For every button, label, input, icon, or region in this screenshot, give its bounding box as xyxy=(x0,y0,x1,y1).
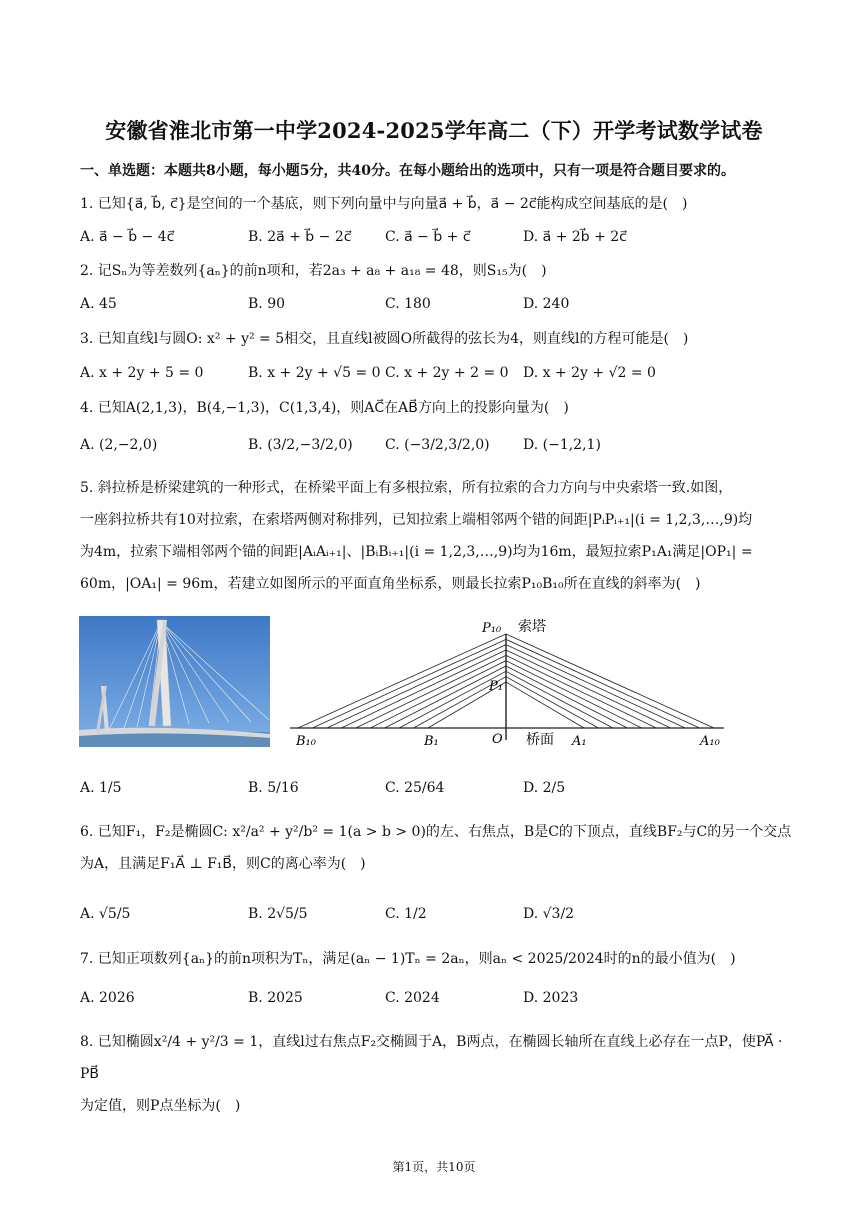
cable xyxy=(506,677,598,728)
question-6-stem xyxy=(80,816,800,880)
option-a: A. a⃗ − b⃗ − 4c⃗ xyxy=(80,229,175,245)
option-d: D. a⃗ + 2b⃗ + 2c⃗ xyxy=(523,229,627,245)
stem-line: 为定值，则P点坐标为( ) xyxy=(80,1098,241,1114)
question-7-options xyxy=(80,990,800,1012)
question-8-stem xyxy=(80,1026,800,1122)
option-b: B. x + 2y + √5 = 0 xyxy=(248,365,381,381)
label-p1: P₁ xyxy=(489,679,503,694)
stem-line: 为4m，拉索下端相邻两个锚的间距|AᵢAᵢ₊₁|、|BᵢBᵢ₊₁|(i = 1,2,3,…,9)均为16m，最短拉索P₁A₁满足|OP₁| = xyxy=(80,544,753,560)
question-1-stem: 1. 已知{a⃗, b⃗, c⃗}是空间的一个基底，则下列向量中与向量a⃗ + b⃗，a⃗ − 2c⃗能构成空间基底的是( ) xyxy=(80,196,688,212)
option-b: B. 2√5/5 xyxy=(248,906,308,922)
question-2-stem: 2. 记Sₙ为等差数列{aₙ}的前n项和，若2a₃ + a₈ + a₁₈ = 48，则S₁₅为( ) xyxy=(80,263,547,279)
cable xyxy=(506,682,584,728)
section-heading: 一、单选题：本题共8小题，每小题5分，共40分。在每小题给出的选项中，只有一项是符合题目要求的。 xyxy=(80,163,735,179)
question-4-stem: 4. 已知A(2,1,3)，B(4,−1,3)，C(1,3,4)，则AC⃗在AB⃗方向上的投影向量为( ) xyxy=(80,400,569,416)
cable xyxy=(327,645,506,728)
question-3-options xyxy=(80,365,800,387)
stem-line: 为A，且满足F₁A⃗ ⊥ F₁B⃗，则C的离心率为( ) xyxy=(80,856,366,872)
question-6-options xyxy=(80,906,800,928)
option-c: C. (−3/2,3/2,0) xyxy=(385,437,490,453)
option-d: D. 2023 xyxy=(523,990,579,1006)
question-4-options xyxy=(80,437,800,459)
option-c: C. 2024 xyxy=(385,990,440,1006)
cable xyxy=(341,650,506,728)
stem-line: 一座斜拉桥共有10对拉索，在索塔两侧对称排列，已知拉索上端相邻两个错的间距|PᵢPᵢ₊₁|(i = 1,2,3,…,9)均 xyxy=(80,512,753,528)
option-b: B. 90 xyxy=(248,296,286,312)
question-5-stem xyxy=(80,472,800,600)
question-2-options xyxy=(80,296,800,318)
question-1-options xyxy=(80,229,800,251)
option-c: C. 180 xyxy=(385,296,431,312)
stem-line: 8. 已知椭圆x²/4 + y²/3 = 1，直线l过右焦点F₂交椭圆于A，B两点，在椭圆长轴所在直线上必存在一点P，使PA⃗ · PB⃗ xyxy=(80,1034,783,1082)
option-a: A. 45 xyxy=(80,296,117,312)
cable xyxy=(506,650,671,728)
stem-line: 60m，|OA₁| = 96m，若建立如图所示的平面直角坐标系，则最长拉索P₁₀B₁₀所在直线的斜率为( ) xyxy=(80,576,701,592)
option-d: D. 2/5 xyxy=(523,780,566,796)
option-a: A. 2026 xyxy=(80,990,135,1006)
option-a: A. (2,−2,0) xyxy=(80,437,158,453)
stem-line: 6. 已知F₁，F₂是椭圆C: x²/a² + y²/b² = 1(a > b > 0)的左、右焦点，B是C的下顶点，直线BF₂与C的另一个交点 xyxy=(80,824,792,840)
option-c: C. 1/2 xyxy=(385,906,427,922)
option-a: A. x + 2y + 5 = 0 xyxy=(80,365,204,381)
option-d: D. (−1,2,1) xyxy=(523,437,601,453)
option-d: D. √3/2 xyxy=(523,906,575,922)
option-c: C. x + 2y + 2 = 0 xyxy=(385,365,509,381)
question-7-stem: 7. 已知正项数列{aₙ}的前n项积为Tₙ，满足(aₙ − 1)Tₙ = 2aₙ，则aₙ < 2025/2024时的n的最小值为( ) xyxy=(80,951,736,967)
label-deck: 桥面 xyxy=(526,732,554,748)
cable xyxy=(506,666,627,728)
page-footer: 第1页，共10页 xyxy=(392,1160,476,1174)
option-b: B. 2a⃗ + b⃗ − 2c⃗ xyxy=(248,229,352,245)
bridge-photo xyxy=(79,616,270,747)
label-p10: P₁₀ xyxy=(482,621,502,636)
cable xyxy=(385,666,506,728)
label-tower: 索塔 xyxy=(518,619,546,635)
page-title: 安徽省淮北市第一中学2024-2025学年高二（下）开学考试数学试卷 xyxy=(105,118,763,143)
cable xyxy=(506,639,700,728)
option-a: A. 1/5 xyxy=(80,780,122,796)
bridge-diagram xyxy=(286,612,726,757)
option-b: B. 5/16 xyxy=(248,780,299,796)
question-5-options xyxy=(80,780,800,802)
label-o: O xyxy=(492,732,503,747)
cable xyxy=(506,634,714,728)
option-d: D. 240 xyxy=(523,296,570,312)
cable xyxy=(298,634,506,728)
label-a1: A₁ xyxy=(572,734,587,749)
option-a: A. √5/5 xyxy=(80,906,131,922)
option-c: C. 25/64 xyxy=(385,780,445,796)
question-3-stem: 3. 已知直线l与圆O: x² + y² = 5相交，且直线l被圆O所截得的弦长为4，则直线l的方程可能是( ) xyxy=(80,331,689,347)
stem-line: 5. 斜拉桥是桥梁建筑的一种形式，在桥梁平面上有多根拉索，所有拉索的合力方向与中央索塔一致.如图， xyxy=(80,480,733,496)
option-b: B. (3/2,−3/2,0) xyxy=(248,437,353,453)
option-d: D. x + 2y + √2 = 0 xyxy=(523,365,656,381)
cable xyxy=(506,645,685,728)
label-b1: B₁ xyxy=(424,734,439,749)
option-b: B. 2025 xyxy=(248,990,303,1006)
option-c: C. a⃗ − b⃗ + c⃗ xyxy=(385,229,471,245)
label-a10: A₁₀ xyxy=(700,734,720,749)
label-b10: B₁₀ xyxy=(296,734,316,749)
cable xyxy=(312,639,506,728)
